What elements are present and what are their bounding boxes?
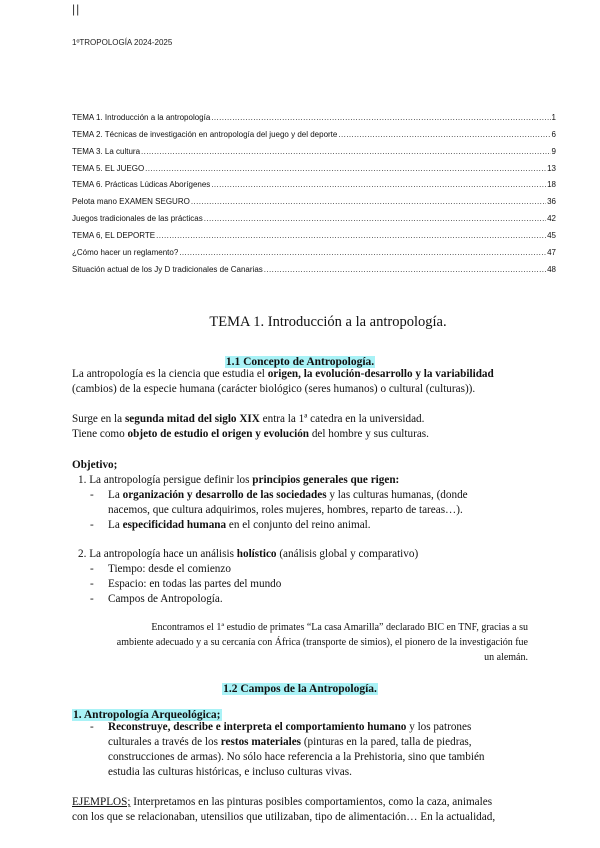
section-heading-wrap [0,679,600,697]
toc-leader [141,147,551,156]
section-heading: 1.1 Concepto de Antropología. [225,356,375,368]
bold-text: restos materiales [220,736,302,748]
toc-entry-title: ¿Cómo hacer un reglamento? [72,248,179,258]
toc-leader [211,113,550,122]
toc-entry-title: Situación actual de los Jy D tradicionales de Canarias [72,264,263,274]
origin-paragraph [72,412,542,442]
toc-entry-title: TEMA 6. Prácticas Lúdicas Aborígenes [72,180,211,190]
toc-entry-title: TEMA 1. Introducción a la antropología [72,112,211,122]
table-of-contents [72,105,556,274]
bold-text: organización y desarrollo de las sociedades [122,489,327,501]
text-run: culturales a través de los [108,736,221,748]
toc-entry-page: 9 [551,146,556,156]
corner-mark: || [72,2,81,16]
toc-entry-title: Pelota mano EXAMEN SEGURO [72,197,190,207]
toc-entry-page: 45 [547,231,556,241]
toc-entry-page: 47 [547,248,556,258]
toc-entry[interactable] [72,223,556,240]
archaeology-description [72,720,542,780]
research-note [72,620,528,665]
list-item: - Reconstruye, describe e interpreta el comportamiento humano y los patrones culturales a través de los restos materiales (pinturas en la pared, talla de piedras, construcciones de armas). No sólo hace referencia a la Prehistoria, sino que también estudia las culturas históricas, e incluso culturas vivas. [72,720,542,780]
toc-entry[interactable] [72,105,556,122]
subsection-heading: 1. Antropología Arqueológica; [73,709,221,721]
toc-entry-page: 1 [551,112,556,122]
text-run: Tiempo: desde el comienzo [108,563,231,575]
toc-leader [145,164,546,173]
text-run: La antropología es la ciencia que estudia el [72,368,268,380]
examples-paragraph [72,795,542,825]
text-run: La [108,519,123,531]
chapter-title: TEMA 1. Introducción a la antropología. [209,314,447,330]
definition-paragraph [72,367,542,397]
text-run: 1. La antropología persigue definir los [78,474,253,486]
text-run: (pinturas en la pared, talla de piedras, [301,736,472,748]
list-item: - Campos de Antropología. [90,593,223,605]
text-run: (análisis global y comparativo) [276,548,419,560]
toc-entry[interactable] [72,257,556,274]
toc-leader [179,248,546,257]
toc-leader [204,214,546,223]
text-run: Espacio: en todas las partes del mundo [108,578,282,590]
text-run: del hombre y sus culturas. [309,428,429,440]
toc-entry-title: TEMA 3. La cultura [72,146,141,156]
text-run: y las culturas humanas, (donde [326,489,468,501]
course-header: 1ºTROPOLOGÍA 2024-2025 [72,38,173,47]
text-run: y los patrones [406,721,472,733]
text-run: entra la 1ª catedra en la universidad. [259,413,425,425]
toc-entry[interactable] [72,240,556,257]
bold-text: origen, la evolución-desarrollo y la variabilidad [267,368,494,380]
toc-entry-title: TEMA 6, EL DEPORTE [72,231,156,241]
list-item: - Tiempo: desde el comienzo [90,563,231,575]
list-item: - Espacio: en todas las partes del mundo [90,578,282,590]
toc-entry[interactable] [72,173,556,190]
note-line: Encontramos el 1ª estudio de primates “La casa Amarilla” declarado BIC en TNF, gracias a su [151,622,528,633]
bold-text: segunda mitad del siglo XIX [124,413,260,425]
text-line: construcciones de armas). No sólo hace referencia a la Prehistoria, sino que también [108,751,485,763]
text-run: Tiene como [72,428,128,440]
toc-leader [156,231,546,240]
toc-entry-title: Juegos tradicionales de las prácticas [72,214,203,224]
bold-text: principios generales que rigen: [252,474,400,486]
toc-leader [211,180,546,189]
bold-text: especificidad humana [122,519,227,531]
examples-label: EJEMPLOS; [72,796,131,808]
toc-leader [191,197,546,206]
note-line: ambiente adecuado y a su cercanía con África (transporte de simios), el pionero de la investigación fue [116,637,528,648]
text-run: La [108,489,123,501]
toc-entry-page: 36 [547,197,556,207]
toc-entry[interactable] [72,156,556,173]
text-line: nacemos, que cultura adquirimos, roles mujeres, hombres, reparto de tareas…). [108,504,463,516]
toc-entry[interactable] [72,189,556,206]
toc-entry[interactable] [72,139,556,156]
text-line: (cambios) de la especie humana (carácter biológico (seres humanos) o cultural (culturas)). [72,383,476,395]
text-run: 2. La antropología hace un análisis [78,548,237,560]
toc-entry-title: TEMA 2. Técnicas de investigación en antropología del juego y del deporte [72,129,338,139]
toc-entry-page: 42 [547,214,556,224]
toc-entry-page: 6 [551,129,556,139]
bold-text: objeto de estudio el origen y evolución [127,428,310,440]
bold-text: Reconstruye, describe e interpreta el comportamiento humano [108,721,407,733]
toc-entry[interactable] [72,122,556,139]
list-item: - La especificidad humana en el conjunto del reino animal. [90,519,371,531]
toc-leader [264,265,546,274]
text-run: Surge en la [72,413,125,425]
list-item: - La organización y desarrollo de las sociedades y las culturas humanas, (donde nacemos, que cultura adquirimos, roles mujeres, hombres, reparto de tareas…). [72,488,542,518]
section-heading: 1.2 Campos de la Antropología. [223,683,377,695]
text-line: estudia las culturas históricas, e incluso culturas vivas. [108,766,352,778]
objective-label: Objetivo; [72,459,118,471]
toc-entry-title: TEMA 5. EL JUEGO [72,163,145,173]
text-run: Interpretamos en las pinturas posibles comportamientos, como la caza, animales [130,796,493,808]
text-run: en el conjunto del reino animal. [226,519,371,531]
toc-entry-page: 13 [547,163,556,173]
note-line: un alemán. [484,652,528,663]
toc-entry-page: 48 [547,264,556,274]
toc-entry[interactable] [72,206,556,223]
text-line: con los que se relacionaban, utensilios que utilizaban, tipo de alimentación… En la actualidad, [72,811,496,823]
objective-block [72,458,542,607]
bold-text: holístico [236,548,277,560]
toc-leader [338,130,550,139]
text-run: Campos de Antropología. [108,593,223,605]
toc-entry-page: 18 [547,180,556,190]
